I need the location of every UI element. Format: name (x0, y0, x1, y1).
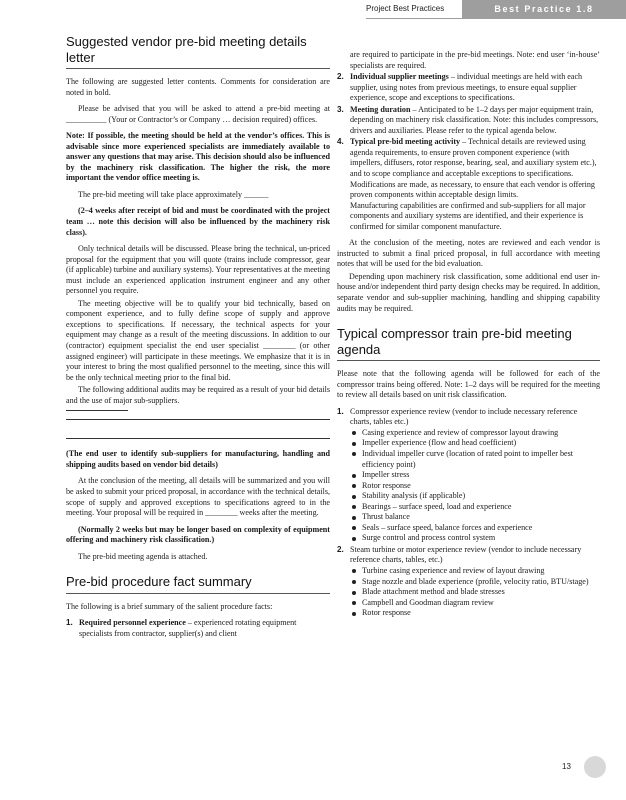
bullet-item (350, 502, 600, 513)
paragraph: The pre-bid meeting will take place approximately ______ (78, 189, 269, 199)
bullet-list (350, 428, 600, 544)
bullet-item (350, 438, 600, 449)
list-item-text: Manufacturing capabilities are confirmed and sub-suppliers for all major components and auxiliary systems are identified, and their experience is confirmed for similar component manufacture. (350, 200, 586, 231)
bullet-icon (352, 580, 356, 584)
bullet-item (350, 566, 600, 577)
bullet-item (350, 577, 600, 588)
paragraph: At the conclusion of the meeting, all details will be summarized and you will be asked to submit your priced proposal, in accordance with the technical details, scope of supply and approved exceptions to specifications agreed to in the meeting. Your proposal will be required in ________ weeks after the meeting. (66, 476, 330, 518)
note-paragraph: (Normally 2 weeks but may be longer based on complexity of equipment offering and machinery risk classification.) (66, 524, 330, 545)
list-number: 2. (337, 72, 344, 82)
bullet-text: Rotor response (362, 480, 411, 490)
paragraph: At the conclusion of the meeting, notes are reviewed and each vendor is instructed to submit a final priced proposal, in full accordance with meeting notes that will be used for the bid evaluation. (337, 238, 600, 269)
list-number: 1. (337, 406, 344, 416)
list-item (337, 105, 600, 137)
bullet-item (350, 587, 600, 598)
bullet-item (350, 533, 600, 544)
bullet-text: Seals – surface speed, balance forces and experience (362, 522, 533, 532)
list-item-label: Typical pre-bid meeting activity (350, 137, 461, 147)
bullet-icon (352, 526, 356, 530)
list-item-text: – Technical details are reviewed using agenda requirements, to ensure proven component experience (with impellers, diffusers, rotor response, bearing, seal, and auxiliary system etc.), and to scope compliance and acceptable exceptions to specifications. Modifications are made, as necessary, to ensure that each vendor is offering proven components within acceptable design limits. (350, 137, 597, 200)
bullet-icon (352, 474, 356, 478)
agenda-list (337, 407, 600, 619)
running-header-label: Best Practice 1.8 (462, 0, 626, 18)
page-tab-marker (584, 756, 606, 778)
list-item-text: – individual meetings are held with each supplier, using notes from previous meetings, to ensure equal supplier experience, scope and exceptions to specifications. (350, 72, 583, 103)
bullet-item (350, 491, 600, 502)
page-number: 13 (562, 762, 571, 771)
bullet-item (350, 608, 600, 619)
agenda-item (337, 407, 600, 544)
bullet-text: Bearings – surface speed, load and experience (362, 501, 512, 511)
bullet-text: Blade attachment method and blade stresses (362, 587, 505, 597)
bullet-text: Impeller stress (362, 470, 410, 480)
list-item (66, 618, 330, 639)
blank-box (66, 419, 330, 439)
bullet-text: Surge control and process control system (362, 533, 496, 543)
paragraph: The following is a brief summary of the salient procedure facts: (66, 601, 273, 611)
bullet-text: Turbine casing experience and review of layout drawing (362, 565, 545, 575)
bullet-item (350, 470, 600, 481)
bullet-text: Individual impeller curve (location of rated point to impeller best efficiency point) (362, 448, 574, 469)
bullet-text: Campbell and Goodman diagram review (362, 597, 494, 607)
header-rule (366, 18, 626, 19)
agenda-item (337, 545, 600, 619)
bullet-icon (352, 452, 356, 456)
list-item (337, 137, 600, 232)
summary-list (66, 618, 330, 639)
paragraph: The pre-bid meeting agenda is attached. (78, 551, 208, 561)
bullet-icon (352, 431, 356, 435)
note-paragraph: (2–4 weeks after receipt of bid and must be coordinated with the project team … note this decision will also be influenced by the machinery risk class). (66, 206, 330, 237)
right-column (337, 50, 600, 625)
paragraph: The following are suggested letter contents. Comments for consideration are noted in bold. (66, 77, 330, 97)
bullet-item (350, 428, 600, 439)
list-number: 3. (337, 104, 344, 114)
note-paragraph: Note: If possible, the meeting should be held at the vendor’s offices. This is advisable since more experienced specialists are immediately available to answer any questions that may arise. This decision should also be influenced by the machinery risk classification. The higher the risk, the more important the vendor office meeting is. (66, 131, 330, 183)
bullet-item (350, 598, 600, 609)
paragraph: The following additional audits may be required as a result of your bid details and the use of major sub-suppliers. (66, 385, 330, 405)
bullet-icon (352, 601, 356, 605)
list-item-label: Required personnel experience (79, 618, 186, 628)
summary-list-continued (337, 72, 600, 232)
bullet-icon (352, 495, 356, 499)
list-number: 2. (337, 544, 344, 554)
bullet-icon (352, 516, 356, 520)
heading-vendor-letter: Suggested vendor pre-bid meeting details letter (66, 34, 330, 69)
list-item-label: Individual supplier meetings (350, 72, 449, 82)
heading-procedure-summary: Pre-bid procedure fact summary (66, 574, 330, 594)
paragraph: Depending upon machinery risk classification, some additional end user in-house and/or independent third party design checks may be required. In addition, separate vendor and sub-supplier machining, handling and shipping capability audits may be required. (337, 271, 600, 313)
list-item-label: Meeting duration (350, 104, 411, 114)
bullet-item (350, 481, 600, 492)
list-number: 4. (337, 137, 344, 147)
bullet-item (350, 512, 600, 523)
paragraph: The meeting objective will be to qualify your bid technically, based on component experience, and to fully define scope of supply and approve exceptions to specifications. If necessary, the technical aspects for your equipment may change as a result of the meeting discussions. In addition to our (contractor) equipment specialist the end user specialist ________ (or other assigned engineer) will participate in these meetings. We emphasize that it is in your interest to bring the most qualified personnel to the meeting, since this will be the only technical meeting prior to the final bid. (66, 298, 330, 382)
bullet-item (350, 523, 600, 534)
agenda-item-text: Compressor experience review (vendor to include necessary reference charts, tables etc.) (350, 406, 578, 427)
bullet-text: Stability analysis (if applicable) (362, 491, 466, 501)
running-header-section: Project Best Practices (366, 4, 445, 13)
list-item (337, 72, 600, 104)
list-item-text: – Anticipated to be 1–2 days per major equipment train, depending on machinery risk classification. Note: this includes compressors, drivers and auxiliaries. Please refer to the typical agenda below. (350, 104, 599, 135)
bullet-text: Stage nozzle and blade experience (profile, velocity ratio, BTU/stage) (362, 576, 589, 586)
bullet-item (350, 449, 600, 470)
bullet-text: Impeller experience (flow and head coefficient) (362, 438, 517, 448)
agenda-item-text: Steam turbine or motor experience review (vendor to include necessary reference charts, tables, etc.) (350, 544, 582, 565)
note-paragraph: (The end user to identify sub-suppliers for manufacturing, handling and shipping audits based on vendor bid details) (66, 449, 330, 469)
bullet-text: Rotor response (362, 608, 411, 618)
paragraph: Please note that the following agenda will be followed for each of the compressor trains being offered. Note: 1–2 days will be required for the meeting to review all details based on unit risk classification. (337, 369, 600, 400)
bullet-icon (352, 569, 356, 573)
left-column (66, 34, 330, 645)
bullet-list (350, 566, 600, 619)
paragraph: Please be advised that you will be asked to attend a pre-bid meeting at __________ (Your or Contractor’s or Company … decision required) offices. (66, 104, 330, 124)
bullet-icon (352, 612, 356, 616)
bullet-icon (352, 591, 356, 595)
list-continuation: are required to participate in the pre-bid meetings. Note: end user ‘in-house’ specialists are required. (350, 50, 600, 70)
blank-line (66, 410, 128, 411)
list-number: 1. (66, 618, 73, 628)
bullet-icon (352, 505, 356, 509)
bullet-text: Thrust balance (362, 512, 410, 522)
bullet-icon (352, 442, 356, 446)
paragraph: Only technical details will be discussed. Please bring the technical, un-priced proposal for the equipment that you will quote (trains include compressor, gear (if applicable) turbine and auxiliary systems). Your representatives at the meeting must include an experienced application instrument engineer and any other personnel you require. (66, 244, 330, 296)
bullet-text: Casing experience and review of compressor layout drawing (362, 427, 559, 437)
heading-agenda: Typical compressor train pre-bid meeting agenda (337, 326, 600, 361)
list-item-text: – experienced rotating equipment specialists from contractor, supplier(s) and client (79, 618, 297, 638)
bullet-icon (352, 537, 356, 541)
bullet-icon (352, 484, 356, 488)
